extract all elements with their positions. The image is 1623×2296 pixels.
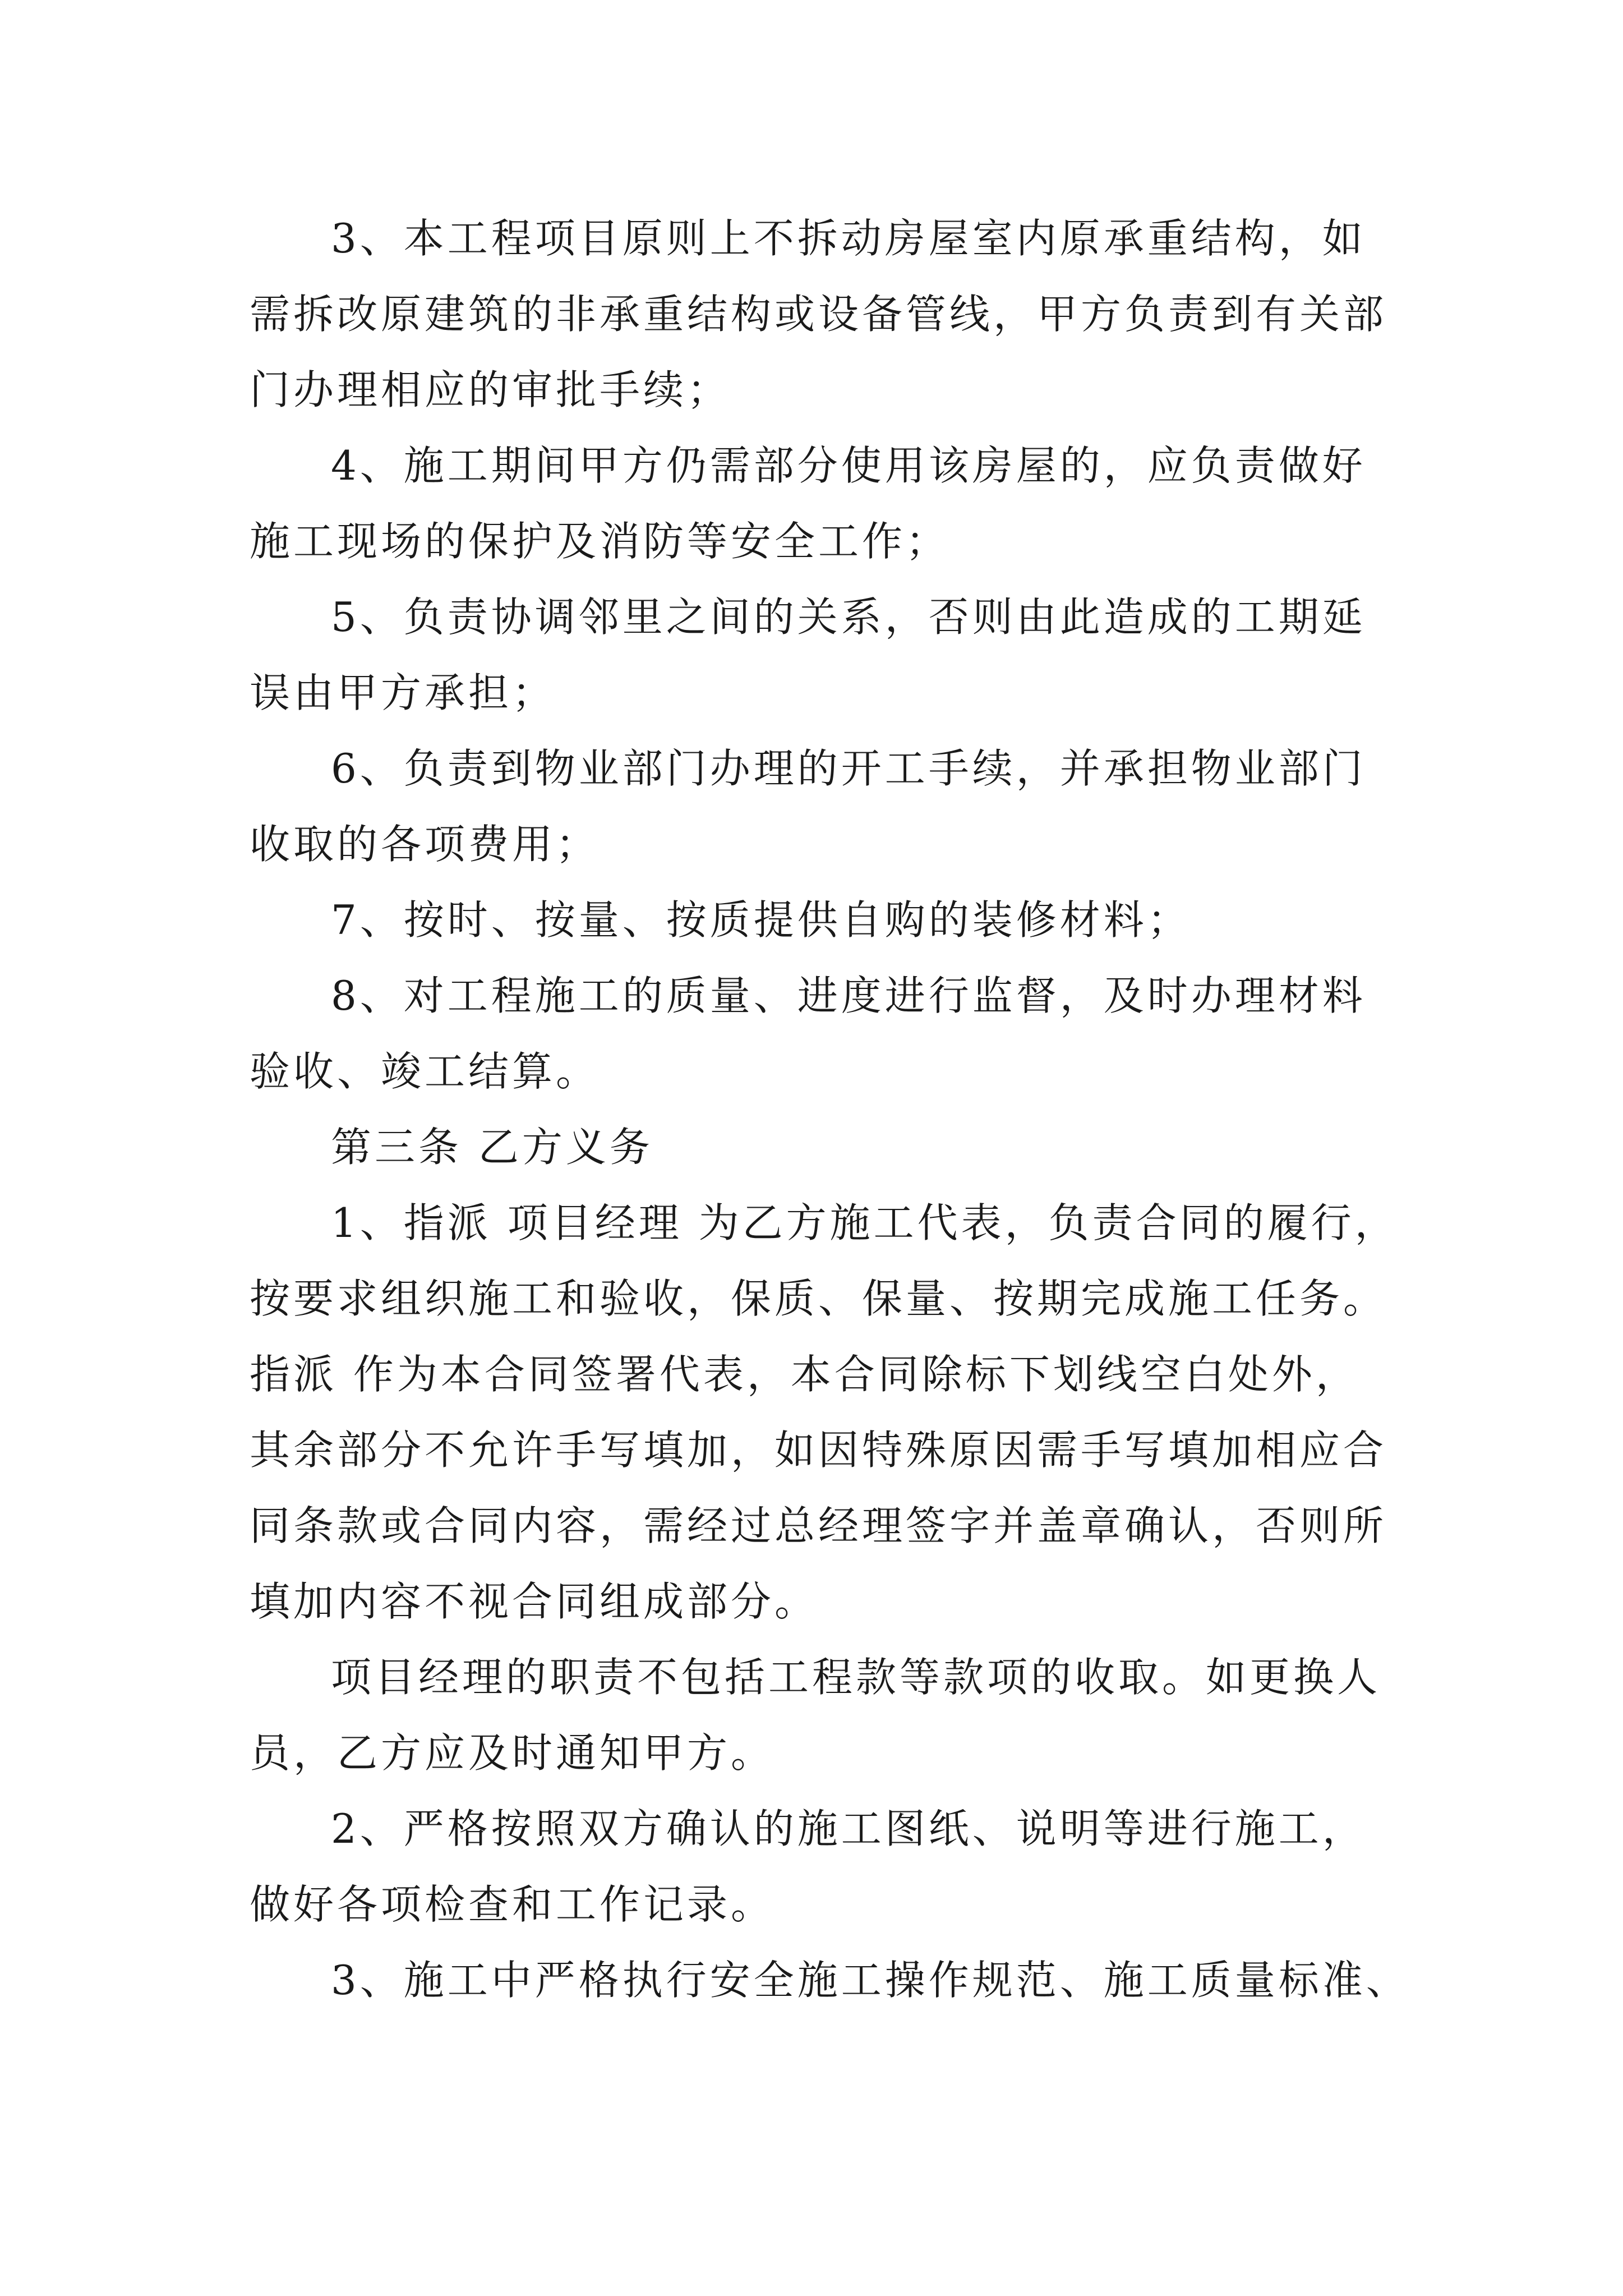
text-line: 1、指派 项目经理 为乙方施工代表，负责合同的履行， (331, 1199, 1399, 1246)
text-line: 按要求组织施工和验收，保质、保量、按期完成施工任务。 (250, 1275, 1387, 1322)
text-line: 3、本工程项目原则上不拆动房屋室内原承重结构，如 (331, 215, 1366, 262)
text-line: 填加内容不视合同组成部分。 (250, 1578, 819, 1625)
text-line: 施工现场的保护及消防等安全工作； (250, 518, 950, 565)
text-line: 验收、竣工结算。 (250, 1048, 600, 1095)
text-line: 误由甲方承担； (250, 669, 556, 716)
text-line: 门办理相应的审批手续； (250, 366, 731, 413)
text-line: 5、负责协调邻里之间的关系，否则由此造成的工期延 (331, 593, 1366, 641)
text-line: 指派 作为本合同签署代表，本合同除标下划线空白处外， (250, 1351, 1359, 1398)
text-line: 做好各项检查和工作记录。 (250, 1881, 775, 1928)
text-line: 收取的各项费用； (250, 821, 600, 868)
text-line: 2、严格按照双方确认的施工图纸、说明等进行施工， (331, 1805, 1366, 1852)
text-line: 8、对工程施工的质量、进度进行监督，及时办理材料 (331, 972, 1366, 1019)
text-line: 6、负责到物业部门办理的开工手续，并承担物业部门 (331, 745, 1366, 792)
text-line: 员，乙方应及时通知甲方。 (250, 1729, 775, 1777)
text-line: 其余部分不允许手写填加，如因特殊原因需手写填加相应合 (250, 1427, 1387, 1474)
text-line: 需拆改原建筑的非承重结构或设备管线，甲方负责到有关部 (250, 291, 1387, 338)
text-line: 项目经理的职责不包括工程款等款项的收取。如更换人 (331, 1654, 1381, 1701)
text-line: 4、施工期间甲方仍需部分使用该房屋的，应负责做好 (331, 442, 1366, 489)
text-line: 同条款或合同内容，需经过总经理签字并盖章确认，否则所 (250, 1502, 1387, 1549)
section-heading: 第三条 乙方义务 (331, 1124, 653, 1171)
text-line: 7、按时、按量、按质提供自购的装修材料； (331, 896, 1191, 944)
text-line: 3、施工中严格执行安全施工操作规范、施工质量标准、 (331, 1957, 1410, 2004)
